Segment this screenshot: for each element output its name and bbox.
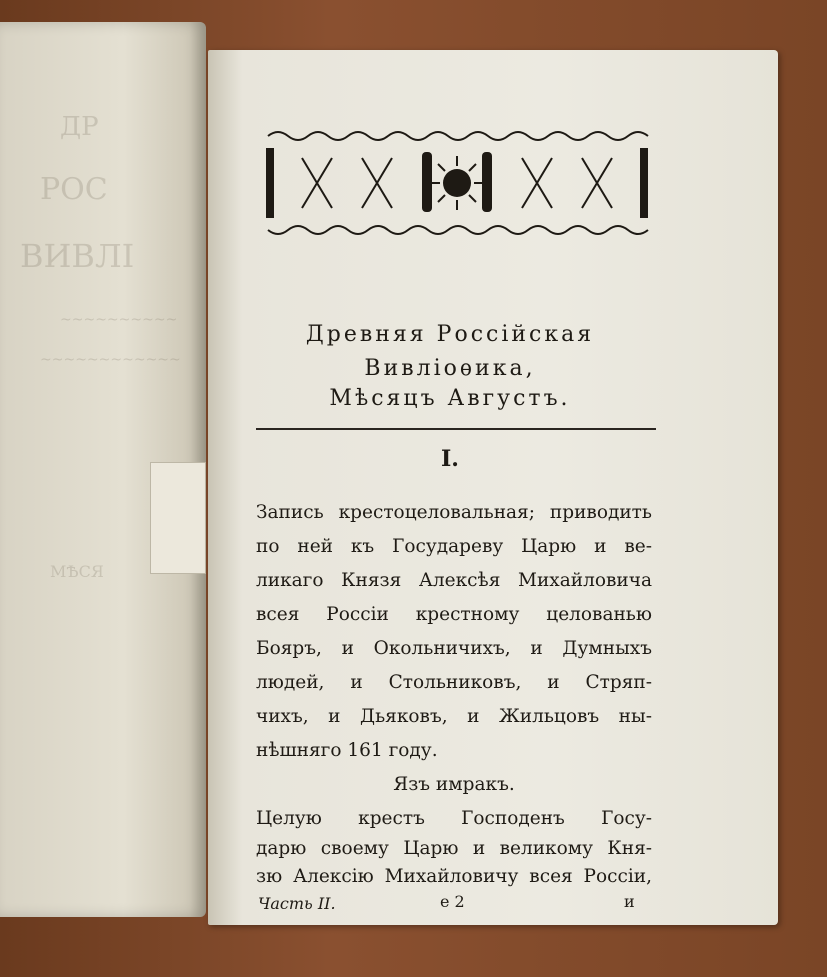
divider-rule <box>256 428 656 430</box>
body-line: Запись крестоцеловальная; приводить <box>256 502 652 523</box>
body-line: чихъ, и Дьяковъ, и Жильцовъ ны- <box>256 706 652 727</box>
heading-line-1: Древняя Россійская <box>305 322 595 347</box>
footer-catchword: и <box>624 892 635 911</box>
ornament-headpiece <box>262 128 652 238</box>
footer-signature: е 2 <box>440 892 465 911</box>
left-page: ДР РОС ВИВЛІ ~~~~~~~~~~ ~~~~~~~~~~~~ МѢСЯ <box>0 22 206 917</box>
subheading: Язъ имракъ. <box>393 774 515 795</box>
body-line: всея Россіи крестному целованью <box>256 604 652 625</box>
body-line: по ней къ Государеву Царю и ве- <box>256 536 652 557</box>
heading-line-2: Вивліоѳика, <box>364 356 536 381</box>
body-line: нѣшняго 161 году. <box>256 740 438 761</box>
oath-line: Целую крестъ Господенъ Госу- <box>256 808 652 829</box>
sun-icon <box>430 156 484 210</box>
oath-line: зю Алексію Михайловичу всея Россіи, <box>256 866 652 887</box>
paper-tab <box>150 462 206 574</box>
body-line: ликаго Князя Алексѣя Михайловича <box>256 570 652 591</box>
oath-line: дарю своему Царю и великому Кня- <box>256 838 652 859</box>
body-line: Бояръ, и Окольничихъ, и Думныхъ <box>256 638 652 659</box>
section-numeral: I. <box>441 446 459 472</box>
body-line: людей, и Стольниковъ, и Стряп- <box>256 672 652 693</box>
heading-line-3: Мѣсяцъ Августъ. <box>329 386 571 411</box>
footer-part: Часть II. <box>258 894 336 913</box>
